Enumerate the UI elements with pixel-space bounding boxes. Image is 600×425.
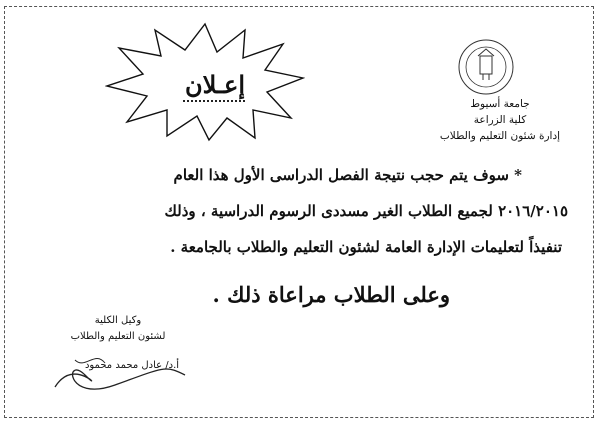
closing-statement: وعلى الطلاب مراعاة ذلك . xyxy=(212,282,450,307)
announcement-title: إعـلان xyxy=(185,70,245,99)
university-name: جامعة أسيوط xyxy=(470,98,530,110)
signatory-title-2: لشئون التعليم والطلاب xyxy=(70,331,166,342)
issuer-header xyxy=(430,96,570,144)
signatory-name: أ.د/ عادل محمد محمود xyxy=(84,360,180,371)
signatory-titles xyxy=(58,313,178,345)
university-seal-logo xyxy=(456,38,516,96)
notice-line-1: * سوف يتم حجب نتيجة الفصل الدراسى الأول هذا العام xyxy=(173,166,522,184)
notice-line-2: ٢٠١٦/٢٠١٥ لجميع الطلاب الغير مسددى الرسوم الدراسية ، وذلك xyxy=(164,202,568,220)
notice-line-3: تنفيذاً لتعليمات الإدارة العامة لشئون التعليم والطلاب بالجامعة . xyxy=(170,238,562,256)
department-name: إدارة شئون التعليم والطلاب xyxy=(439,130,561,142)
signatory-title-1: وكيل الكلية xyxy=(94,315,142,326)
title-decoration xyxy=(183,94,245,102)
faculty-name: كلية الزراعة xyxy=(473,114,527,126)
handwritten-signature xyxy=(45,345,195,405)
